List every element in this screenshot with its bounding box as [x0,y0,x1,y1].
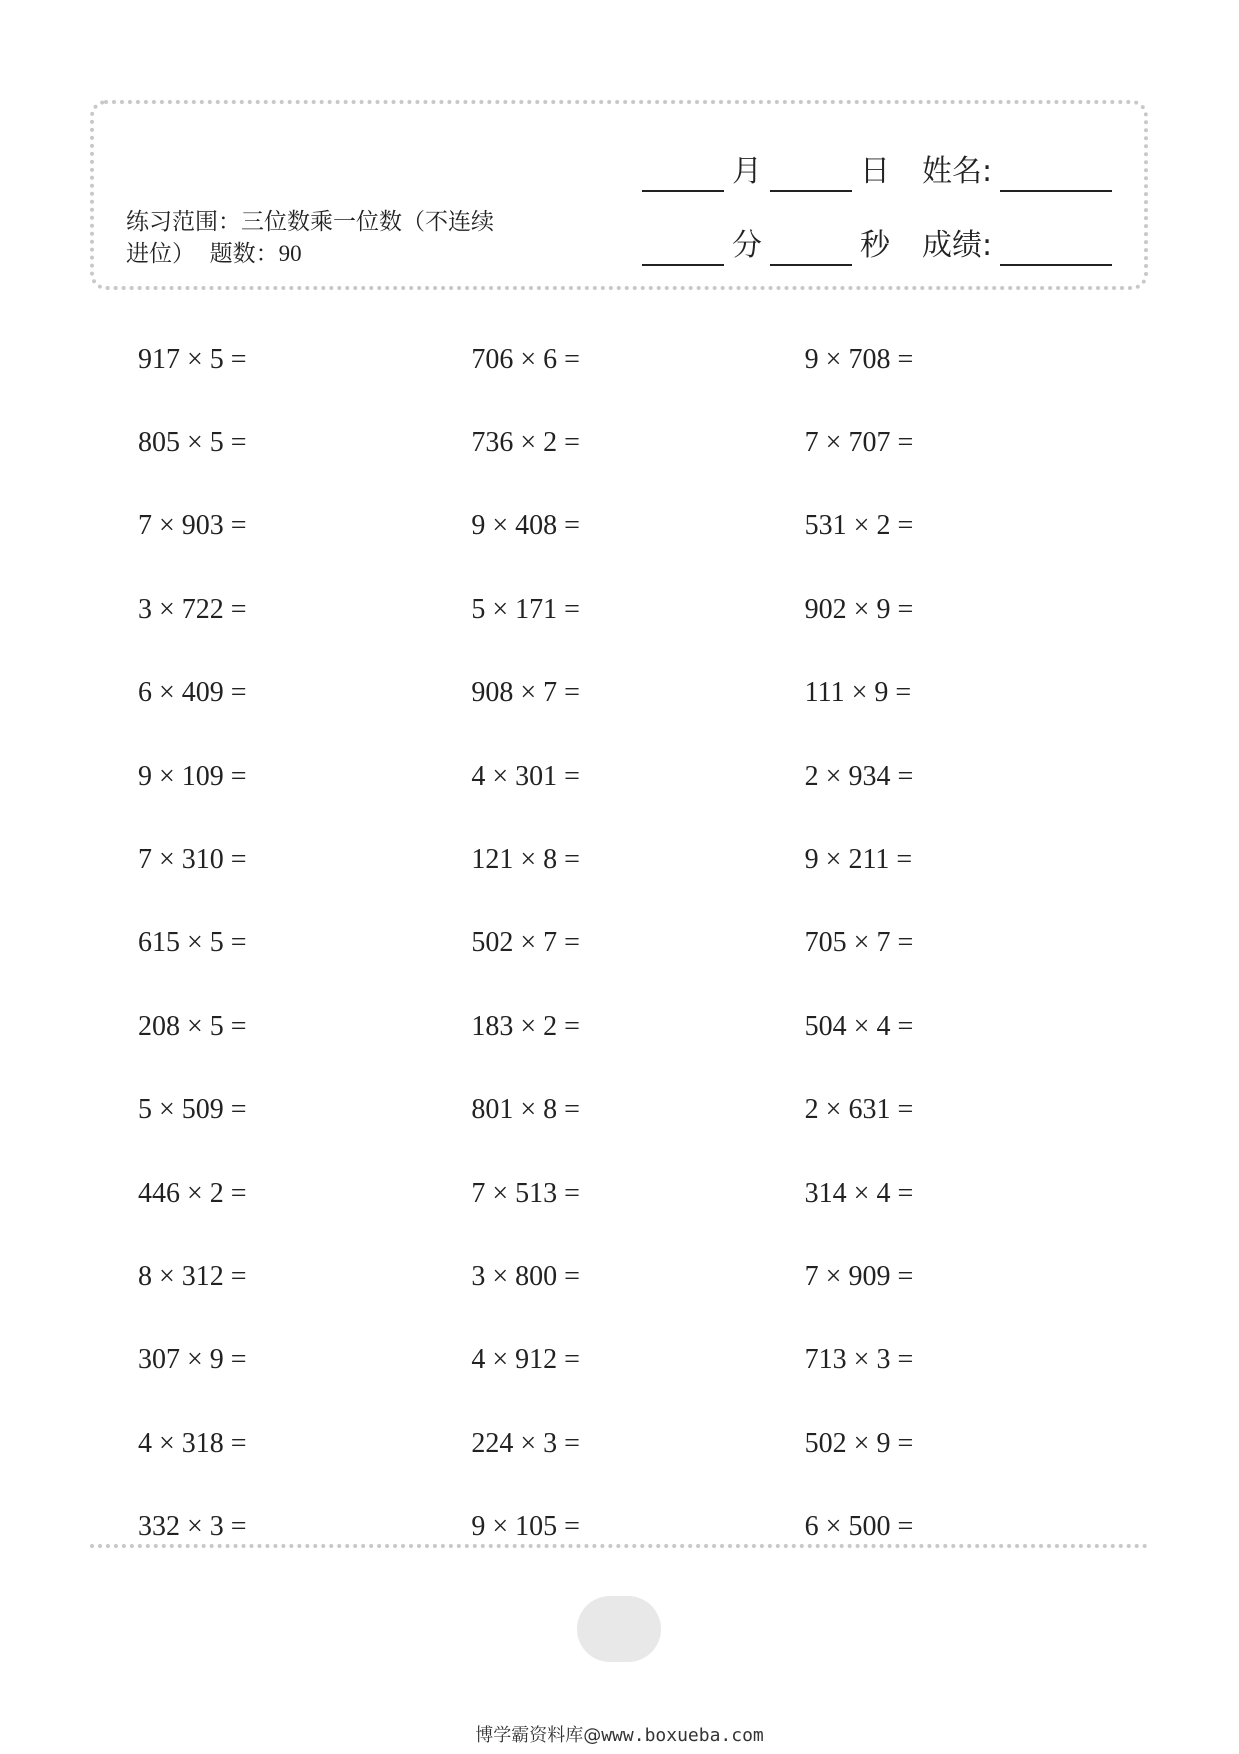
footer-site: www.boxueba.com [601,1725,764,1746]
day-label: 日 [860,154,890,189]
problem-row [138,652,1138,735]
problem-row [138,568,1138,651]
problem-row [138,818,1138,901]
problem: 908 × 7 = [471,677,580,709]
count-value: 90 [278,241,302,266]
problem-row [138,1485,1138,1568]
problem-row [138,1152,1138,1235]
problem-row [138,985,1138,1068]
footer-brand: 博学霸资料库@ [475,1725,602,1746]
problem: 208 × 5 = [138,1010,247,1042]
problem-row [138,1069,1138,1152]
problem: 615 × 5 = [138,927,247,959]
problem: 9 × 105 = [471,1511,580,1543]
problem: 5 × 509 = [138,1094,247,1126]
problem-row [138,735,1138,818]
problem-row [138,902,1138,985]
problem: 7 × 310 = [138,844,247,876]
problem-row [138,401,1138,484]
header-box [90,100,1148,290]
problem: 917 × 5 = [138,343,247,375]
problem-row [138,1402,1138,1485]
minute-label: 分 [732,228,762,263]
problem: 504 × 4 = [804,1010,914,1042]
problem: 9 × 708 = [804,343,914,375]
time-score-row [634,220,1120,266]
problem: 9 × 109 = [138,760,247,792]
problem-row [138,1235,1138,1318]
problem: 9 × 408 = [471,510,580,542]
problem-grid [138,318,1138,1569]
problem: 332 × 3 = [138,1511,247,1543]
page-number-pill [577,1596,661,1662]
problem: 705 × 7 = [804,927,914,959]
problem: 6 × 409 = [138,677,247,709]
problem: 4 × 318 = [138,1427,247,1459]
bottom-divider [90,1544,1148,1548]
problem: 6 × 500 = [804,1511,914,1543]
problem: 111 × 9 = [804,677,912,709]
problem-row [138,485,1138,568]
name-blank[interactable] [1000,160,1112,192]
problem: 7 × 707 = [804,427,914,459]
problem: 446 × 2 = [138,1177,247,1209]
second-blank[interactable] [770,234,852,266]
problem: 7 × 513 = [471,1177,580,1209]
minute-blank[interactable] [642,234,724,266]
problem: 502 × 9 = [804,1427,914,1459]
score-label: 成绩: [922,228,993,263]
problem: 2 × 934 = [804,760,914,792]
day-blank[interactable] [770,160,852,192]
scope-label: 练习范围：三位数乘一位数（不连续进位） [126,209,494,267]
problem: 713 × 3 = [804,1344,914,1376]
problem: 307 × 9 = [138,1344,247,1376]
score-blank[interactable] [1000,234,1112,266]
problem: 531 × 2 = [804,510,914,542]
problem-row [138,318,1138,401]
problem: 183 × 2 = [471,1010,580,1042]
date-name-row [634,146,1120,192]
problem: 121 × 8 = [471,844,580,876]
problem: 736 × 2 = [471,427,580,459]
name-label: 姓名: [922,154,993,189]
second-label: 秒 [860,228,890,263]
problem: 4 × 301 = [471,760,580,792]
practice-scope [126,206,506,270]
problem: 314 × 4 = [804,1177,914,1209]
problem-row [138,1319,1138,1402]
problem: 9 × 211 = [804,844,913,876]
month-blank[interactable] [642,160,724,192]
problem: 7 × 909 = [804,1260,914,1292]
problem: 2 × 631 = [804,1094,914,1126]
count-label: 题数： [209,241,279,267]
problem: 224 × 3 = [471,1427,580,1459]
problem: 706 × 6 = [471,343,580,375]
problem: 3 × 800 = [471,1260,580,1292]
problem: 805 × 5 = [138,427,247,459]
month-label: 月 [732,154,762,189]
problem: 4 × 912 = [471,1344,580,1376]
problem: 5 × 171 = [471,593,580,625]
footer [0,1721,1239,1747]
problem: 801 × 8 = [471,1094,580,1126]
problem: 7 × 903 = [138,510,247,542]
problem: 3 × 722 = [138,593,247,625]
problem: 902 × 9 = [804,593,914,625]
problem: 8 × 312 = [138,1260,247,1292]
problem: 502 × 7 = [471,927,580,959]
